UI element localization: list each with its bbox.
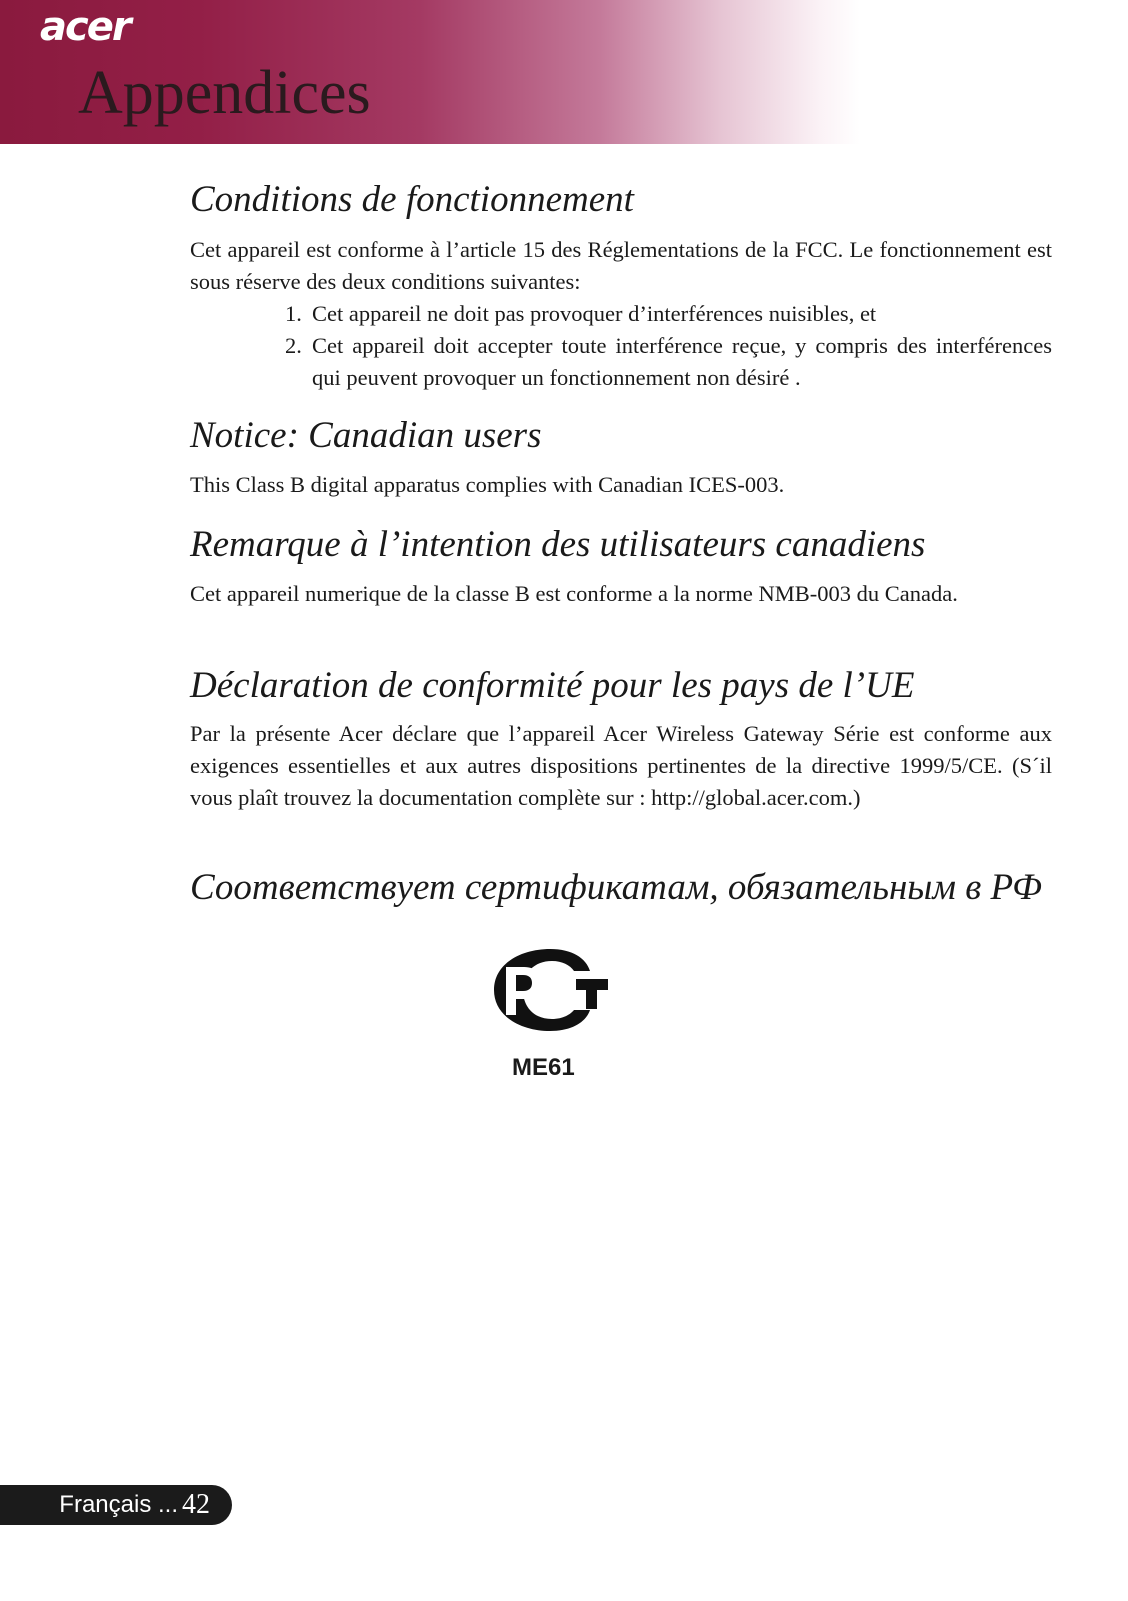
section-heading: Notice: Canadian users — [190, 415, 542, 456]
section-body: Cet appareil numerique de la classe B est conforme a la norme NMB-003 du Canada. — [190, 581, 958, 606]
section-russia-cert — [190, 866, 1052, 909]
certification-code: ME61 — [512, 1054, 575, 1081]
section-body: Par la présente Acer déclare que l’appareil Acer Wireless Gateway Série est conforme aux exigences essentielles et aux autres dispositions pertinentes de la directive 1999/5/CE. (S´il vous plaît trouvez la documentation complète sur : http://global.acer.com.) — [190, 721, 1052, 810]
section-body: Cet appareil est conforme à l’article 15 des Réglementations de la FCC. Le fonctionnement est sous réserve des deux conditions suivantes: — [190, 237, 1052, 294]
list-number: 1. — [285, 301, 302, 326]
page-footer — [0, 1485, 232, 1525]
list-item — [285, 330, 1052, 394]
pct-certification-mark-icon — [490, 945, 610, 1035]
section-heading: Conditions de fonctionnement — [190, 179, 634, 220]
section-heading: Соответствует сертификатам, обязательным в РФ — [190, 867, 1042, 908]
section-heading: Remarque à l’intention des utilisateurs canadiens — [190, 524, 926, 565]
list-number: 2. — [285, 333, 302, 358]
section-body: This Class B digital apparatus complies with Canadian ICES-003. — [190, 472, 785, 497]
section-remarque-canadiens — [190, 523, 1052, 566]
section-declaration-ue — [190, 664, 1052, 707]
section-heading: Déclaration de conformité pour les pays de l’UE — [190, 665, 915, 706]
list-text: Cet appareil doit accepter toute interférence reçue, y compris des interférences qui peuvent provoquer un fonctionnement non désiré . — [312, 333, 1052, 390]
section-canadian-users — [190, 414, 1052, 457]
page-header-banner — [0, 0, 1128, 144]
section-body-wrap — [190, 578, 1052, 610]
page-title: Appendices — [78, 59, 371, 127]
list-item — [285, 298, 1052, 330]
section-conditions — [190, 178, 1052, 221]
acer-logo: acer — [40, 4, 130, 50]
section-body-wrap — [190, 469, 1052, 501]
page-number: 42 — [182, 1489, 210, 1520]
list-text: Cet appareil ne doit pas provoquer d’interférences nuisibles, et — [312, 301, 877, 326]
conditions-list — [285, 298, 1052, 394]
section-body-wrap — [190, 718, 1052, 814]
section-body-wrap — [190, 234, 1052, 298]
footer-language: Français ... — [59, 1491, 178, 1518]
